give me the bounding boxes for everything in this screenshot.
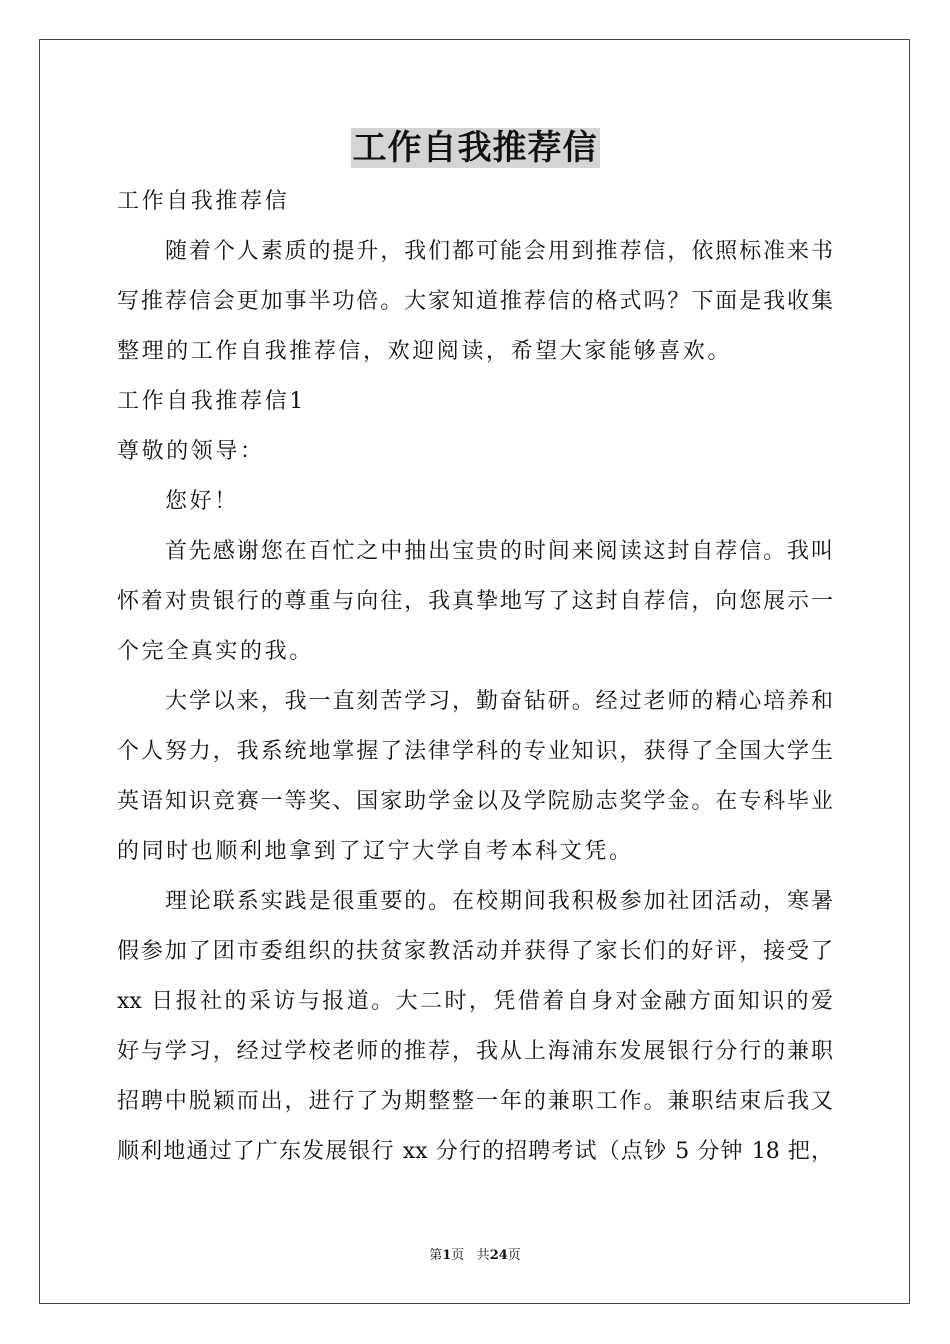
text-line: 工作自我推荐信 <box>117 189 290 214</box>
footer-page-prefix: 第 <box>429 1248 443 1263</box>
footer-page-number: 1 <box>442 1248 452 1263</box>
text-line: 随着个人素质的提升，我们都可能会用到推荐信，依照标准来书 <box>165 239 833 264</box>
text-line: 首先感谢您在百忙之中抽出宝贵的时间来阅读这封自荐信。我叫 <box>165 539 833 564</box>
footer-total-suffix: 页 <box>507 1248 521 1263</box>
footer-total-pages: 24 <box>489 1248 508 1263</box>
text-line: 英语知识竞赛一等奖、国家助学金以及学院励志奖学金。在专科毕业 <box>117 789 833 814</box>
text-line: 工作自我推荐信1 <box>117 389 306 414</box>
footer-page-suffix: 页 <box>451 1248 465 1263</box>
text-line: 理论联系实践是很重要的。在校期间我积极参加社团活动，寒暑 <box>165 889 833 914</box>
page-footer <box>0 1244 950 1263</box>
text-line: 招聘中脱颖而出，进行了为期整整一年的兼职工作。兼职结束后我又 <box>117 1089 833 1114</box>
text-line: 假参加了团市委组织的扶贫家教活动并获得了家长们的好评，接受了 <box>117 939 833 964</box>
title-container <box>0 128 950 168</box>
document-body <box>117 177 833 1177</box>
document-title: 工作自我推荐信 <box>352 128 598 168</box>
text-line: xx 日报社的采访与报道。大二时，凭借着自身对金融方面知识的爱 <box>117 989 833 1014</box>
text-line: 怀着对贵银行的尊重与向往，我真挚地写了这封自荐信，向您展示一 <box>117 589 833 614</box>
text-line: 整理的工作自我推荐信，欢迎阅读，希望大家能够喜欢。 <box>117 339 733 364</box>
footer-total-prefix: 共 <box>476 1248 490 1263</box>
text-line: 顺利地通过了广东发展银行 xx 分行的招聘考试（点钞 5 分钟 18 把， <box>117 1139 833 1164</box>
text-line: 好与学习，经过学校老师的推荐，我从上海浦东发展银行分行的兼职 <box>117 1039 833 1064</box>
text-line: 尊敬的领导： <box>117 439 265 464</box>
text-line: 您好！ <box>165 489 239 514</box>
text-line: 大学以来，我一直刻苦学习，勤奋钻研。经过老师的精心培养和 <box>165 689 833 714</box>
text-line: 个人努力，我系统地掌握了法律学科的专业知识，获得了全国大学生 <box>117 739 833 764</box>
text-line: 写推荐信会更加事半功倍。大家知道推荐信的格式吗？下面是我收集 <box>117 289 833 314</box>
text-line: 个完全真实的我。 <box>117 639 314 664</box>
text-line: 的同时也顺利地拿到了辽宁大学自考本科文凭。 <box>117 839 634 864</box>
